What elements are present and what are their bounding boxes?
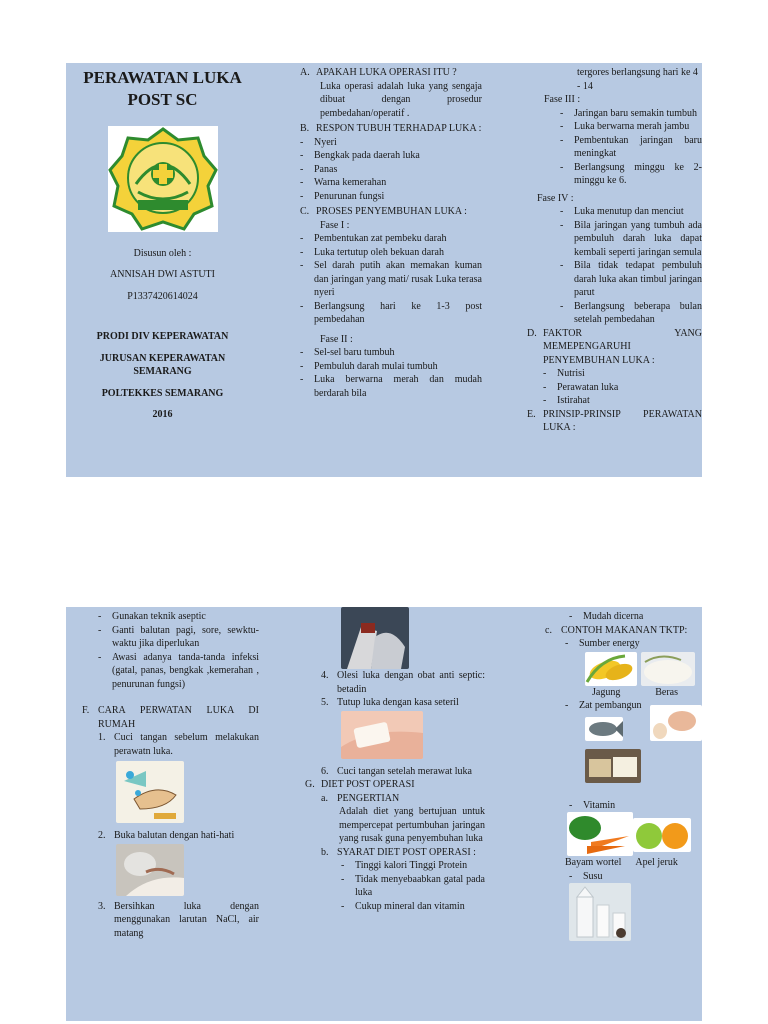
year: 2016: [152, 409, 173, 420]
student-id: P1337420614024: [127, 290, 198, 302]
list-item: - Berlangsung beberapa bulan setelah pembedahan: [560, 300, 702, 325]
list-item: - Bila tidak tedapat pembuluh darah luka akan timbul jaringan parut: [560, 260, 702, 298]
list-item: - Istirahat: [543, 395, 590, 406]
phase-1-label: Fase I :: [320, 219, 350, 231]
phase-2-label: Fase II :: [320, 333, 353, 345]
milk-source-item: [535, 870, 702, 884]
phase-2-list: [300, 346, 482, 400]
column-healing-phases: [527, 66, 702, 435]
list-item: - Panas: [300, 163, 338, 175]
column-diet: [305, 610, 485, 913]
energy-captions: [535, 686, 678, 700]
diet-definition-text: Adalah diet yang bertujuan untuk mempercepat pertumbuhan jaringan yang rusak guna penyembuhan luka: [339, 806, 485, 844]
list-item: - Luka menutup dan menciut: [560, 206, 684, 217]
step-1: 1. Cuci tangan sebelum melakukan perawatn luka.: [98, 732, 259, 757]
list-item: - Gunakan teknik aseptic: [98, 611, 206, 622]
section-f-heading: F. CARA PERWATAN LUKA DI RUMAH: [82, 705, 259, 730]
department: JURUSAN KEPERAWATAN SEMARANG: [99, 352, 226, 377]
list-item: - Sumber energy: [565, 638, 640, 649]
list-item: - Nutrisi: [543, 368, 585, 379]
diet-requirements-list: [305, 859, 485, 913]
cover-column: [70, 66, 255, 422]
list-item: - Warna kemerahan: [300, 177, 387, 188]
list-item: - Ganti balutan pagi, sore, sewktu-waktu jika diperlukan: [98, 624, 259, 649]
phase-3-list: [527, 107, 702, 188]
energy-source-item: [535, 637, 702, 651]
list-item: - Cukup mineral dan vitamin: [341, 900, 465, 912]
section-b-heading: B. RESPON TUBUH TERHADAP LUKA :: [300, 123, 482, 134]
betadine-image: [305, 607, 485, 669]
list-item: - Berlangsung minggu ke 2-minggu ke 6.: [560, 161, 702, 186]
section-a-heading: A. APAKAH LUKA OPERASI ITU ?: [300, 67, 457, 78]
section-a-text: Luka operasi adalah luka yang sengaja dibuat dengan prosedur pembedahan/operatif .: [320, 80, 482, 119]
list-item: - Vitamin: [569, 799, 616, 811]
list-item: - Pembentukan zat pembeku darah: [300, 233, 447, 244]
step-6: 6. Cuci tangan setelah merawat luka: [321, 765, 472, 777]
section-c-heading: C. PROSES PENYEMBUHAN LUKA :: [300, 206, 467, 217]
list-item: - Awasi adanya tanda-tanda infeksi (gatal, panas, bengkak ,kemerahan , penurunan fungsi): [98, 651, 259, 690]
list-item: - Berlangsung hari ke 1-3 post pembedahan: [300, 300, 482, 325]
author-name: ANNISAH DWI ASTUTI: [110, 269, 215, 280]
step-3: 3. Bersihkan luka dengan menggunakan larutan NaCl, air matang: [98, 900, 259, 939]
list-item: - Susu: [569, 870, 603, 882]
compiled-by-label: Disusun oleh :: [133, 247, 192, 259]
energy-images: [535, 652, 702, 686]
diet-definition-heading: a. PENGERTIAN: [321, 792, 400, 804]
fish-image: [585, 717, 623, 741]
section-b-list: [300, 136, 482, 204]
phase-3-label: Fase III :: [544, 94, 581, 105]
apple-orange-caption: Apel jeruk: [635, 857, 678, 868]
food-examples-heading: c. CONTOH MAKANAN TKTP:: [545, 624, 688, 636]
open-dressing-image: [82, 844, 259, 896]
column-care-at-home: [82, 610, 259, 940]
institution-name: POLTEKKES SEMARANG: [101, 387, 224, 399]
list-item: - Perawatan luka: [543, 381, 619, 393]
list-item: - Luka berwarna merah dan mudah berdarah bila: [300, 374, 482, 399]
list-item: - Bengkak pada daerah luka: [300, 150, 420, 161]
step-2: 2. Buka balutan dengan hati-hati: [98, 830, 235, 841]
column-food-examples: [535, 610, 702, 941]
list-item: - Pembentukan jaringan baru meningkat: [560, 134, 702, 159]
step-4: 4. Olesi luka dengan obat anti septic: betadin: [321, 670, 485, 695]
milk-image: [535, 883, 702, 941]
step-5: 5. Tutup luka dengan kasa seteril: [321, 697, 459, 708]
phase-2-continued: tergores berlangsung hari ke 4 - 14: [577, 67, 698, 92]
phase-1-list: [300, 232, 482, 327]
phase-4-label: Fase IV :: [537, 192, 574, 204]
rice-caption: Beras: [655, 686, 678, 698]
corn-image: [585, 652, 637, 686]
phase-4-list: [527, 205, 702, 327]
list-item: - Mudah dicerna: [569, 611, 644, 622]
corn-caption: Jagung: [592, 686, 621, 698]
gauze-dressing-image: [305, 711, 485, 759]
institution-logo: [70, 110, 255, 247]
list-item: - Bila jaringan yang tumbuh ada pembuluh darah luka dapat kembali seperti jaringan semula: [560, 219, 702, 258]
list-item: - Sel-sel baru tumbuh: [300, 347, 395, 358]
list-item: - Jaringan baru semakin tumbuh: [560, 107, 698, 119]
list-item: - Tinggi kalori Tinggi Protein: [341, 860, 468, 871]
cover-title-line1: PERAWATAN LUKA: [83, 68, 242, 87]
vitamin-source-item: [535, 799, 702, 813]
diet-requirements-heading: b. SYARAT DIET POST OPERASI :: [321, 846, 476, 858]
column-wound-info: [300, 66, 482, 400]
list-item: - Zat pembangun: [565, 700, 642, 711]
list-item: - Luka tertutup oleh bekuan darah: [300, 246, 444, 258]
list-item: - Pembuluh darah mulai tumbuh: [300, 360, 438, 372]
list-item: - Tidak menyebaabkan gatal pada luka: [341, 873, 485, 898]
vitamin-captions: [535, 856, 702, 870]
protein-images: [535, 713, 702, 791]
section-d-list: [527, 367, 702, 408]
list-item: - Luka berwarna merah jambu: [560, 121, 690, 132]
section-g-heading: G. DIET POST OPERASI: [305, 779, 415, 790]
section-e-heading: E. PRINSIP-PRINSIP PERAWATAN LUKA :: [527, 408, 702, 433]
tofu-tempeh-image: [585, 749, 641, 783]
vitamin-images: [535, 812, 702, 856]
apple-orange-image: [633, 818, 691, 852]
list-item: - Sel darah putih akan memakan kuman dan jaringan yang mati/ rusak Luka terasa nyeri: [300, 260, 482, 298]
section-e-list: [82, 610, 259, 691]
list-item: - Nyeri: [300, 136, 337, 148]
section-d-heading: D. FAKTOR YANG MEMEPENGARUHI PENYEMBUHAN LUKA :: [527, 327, 702, 366]
list-item: - Penurunan fungsi: [300, 190, 385, 202]
spinach-carrot-image: [567, 812, 633, 856]
diet-requirements-continued: [535, 610, 702, 624]
study-program: PRODI DIV KEPERAWATAN: [96, 331, 229, 342]
handwashing-image: [82, 761, 259, 823]
spinach-carrot-caption: Bayam wortel: [565, 857, 622, 868]
cover-title-line2: POST SC: [127, 90, 198, 109]
chicken-egg-image: [650, 705, 702, 741]
rice-image: [641, 652, 695, 686]
